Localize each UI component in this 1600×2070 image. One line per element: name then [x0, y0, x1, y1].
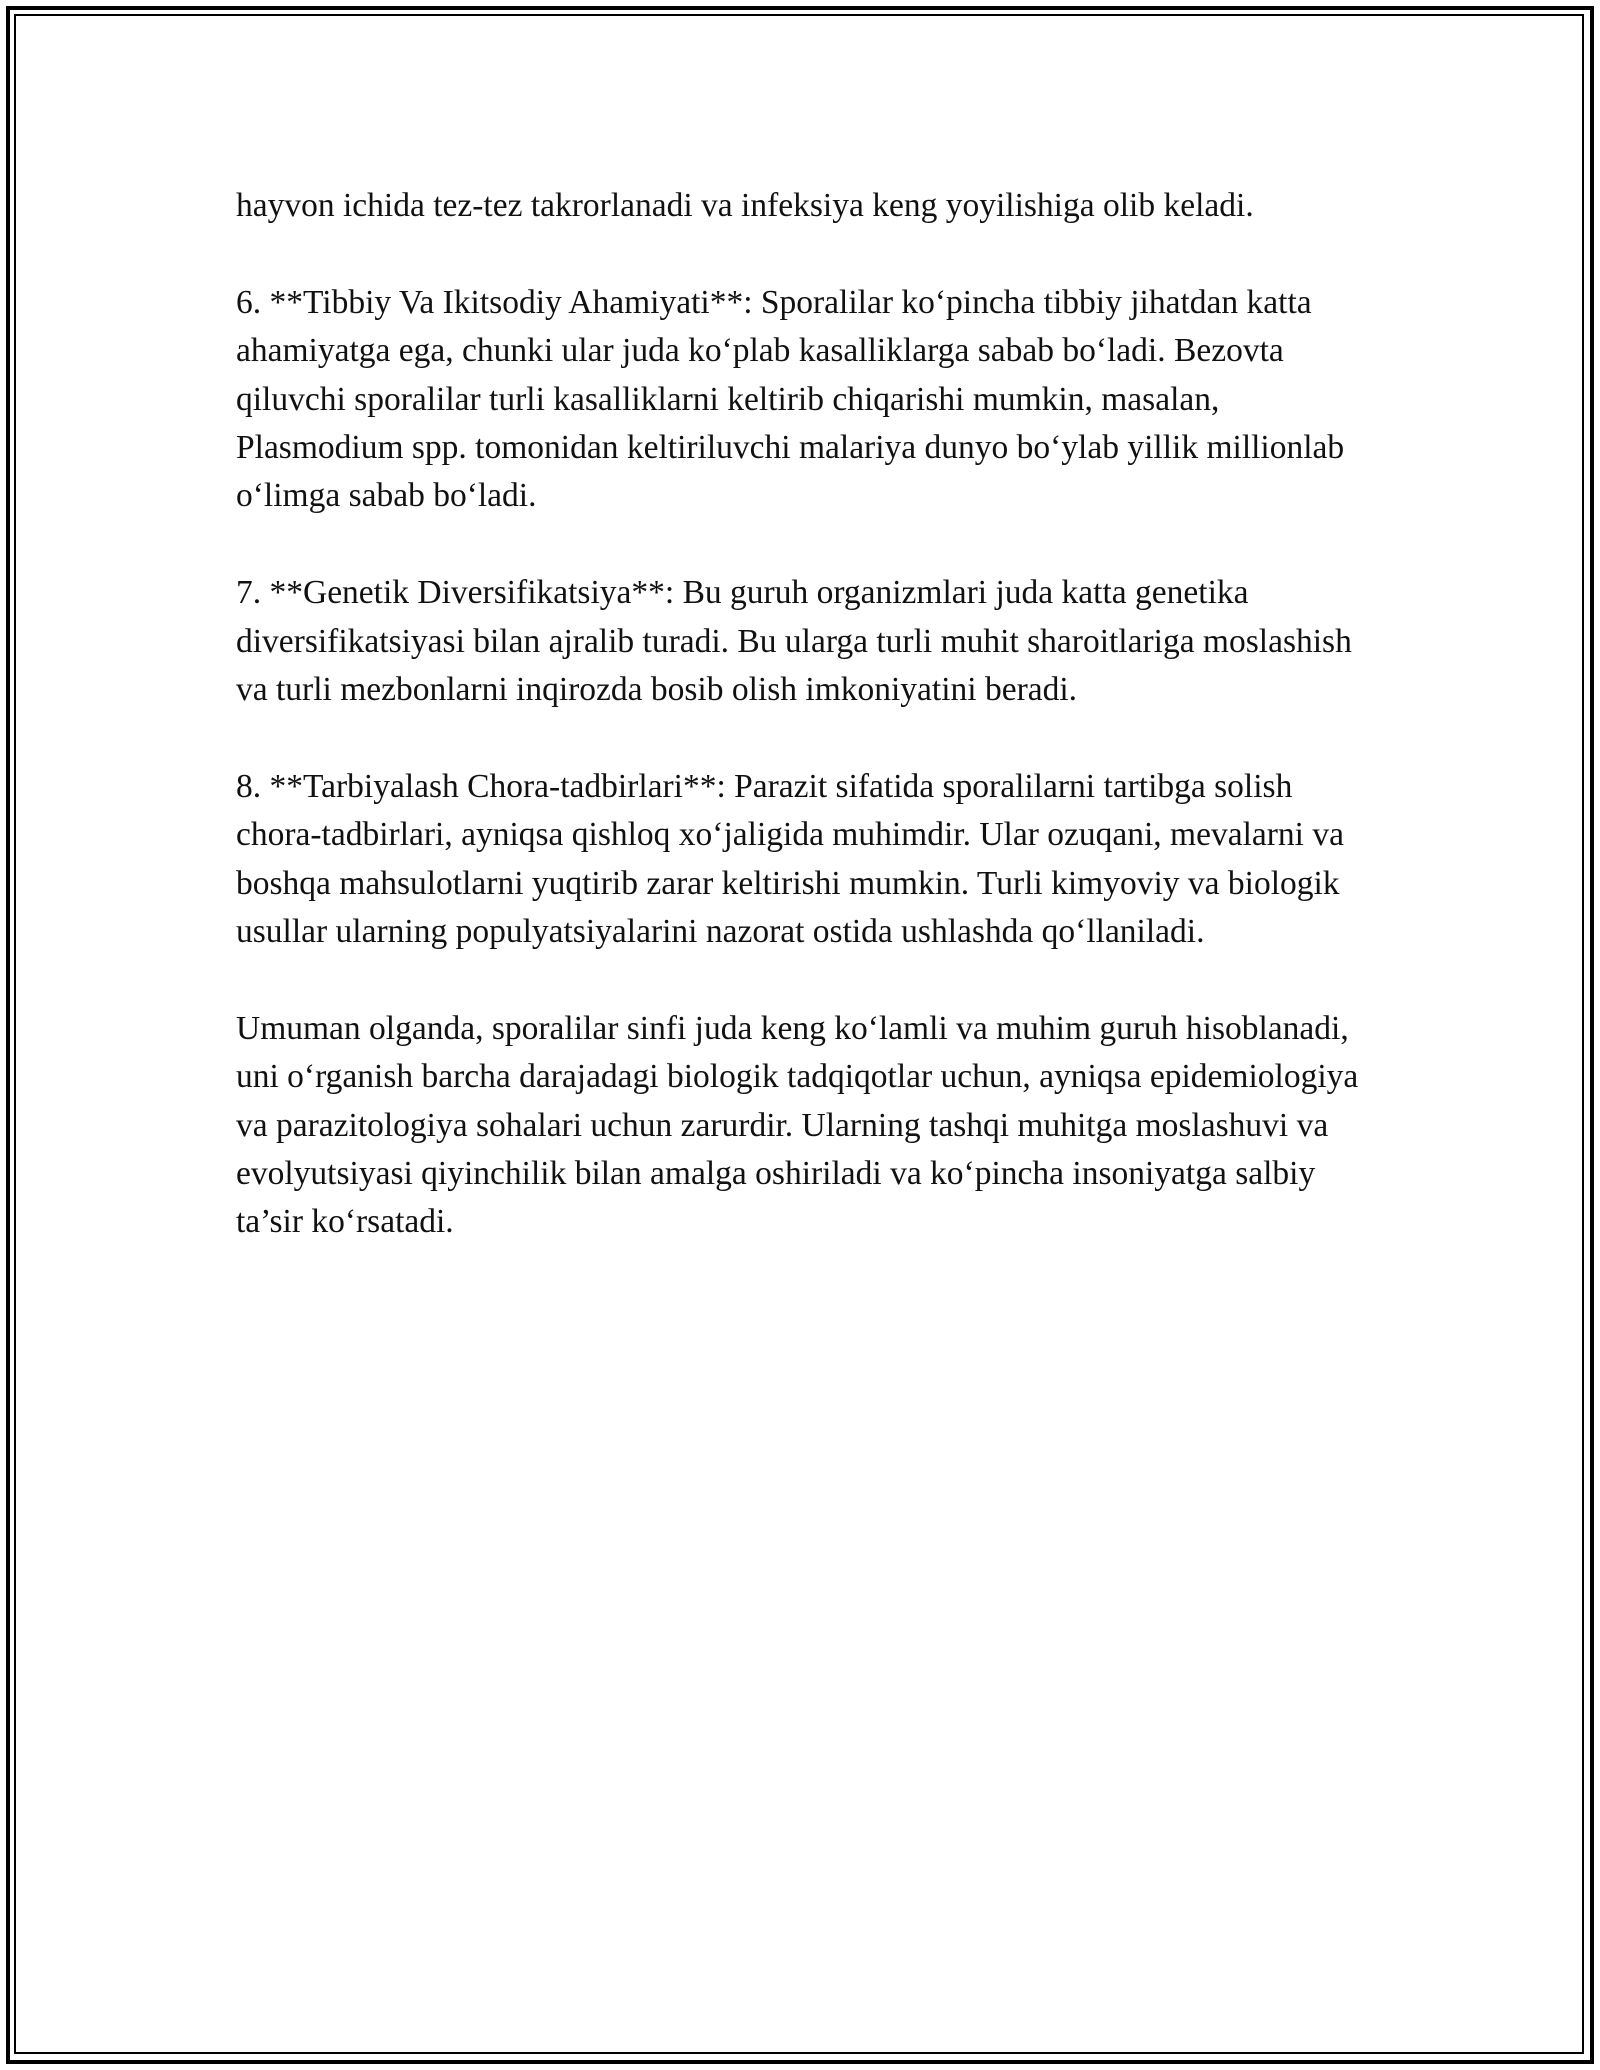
document-body	[236, 182, 1366, 1295]
paragraph-conclusion: Umuman olganda, sporalilar sinfi juda keng ko‘lamli va muhim guruh hisoblanadi, uni o‘rganish barcha darajadagi biologik tadqiqotlar uchun, ayniqsa epidemiologiya va parazitologiya sohalari uchun zarurdir. Ularning tashqi muhitga moslashuvi va evolyutsiyasi qiyinchilik bilan amalga oshiriladi va ko‘pincha insoniyatga salbiy ta’sir ko‘rsatadi.	[236, 1009, 1359, 1241]
paragraph-item-7: 7. **Genetik Diversifikatsiya**: Bu guruh organizmlari juda katta genetika diversifikatsiyasi bilan ajralib turadi. Bu ularga turli muhit sharoitlariga moslashish va turli mezbonlarni inqirozda bosib olish imkoniyatini beradi.	[236, 574, 1352, 709]
paragraph-item-8: 8. **Tarbiyalash Chora-tadbirlari**: Parazit sifatida sporalilarni tartibga solish chora-tadbirlari, ayniqsa qishloq xo‘jaligida muhimdir. Ular ozuqani, mevalarni va boshqa mahsulotlarni yuqtirib zarar keltirishi mumkin. Turli kimyoviy va biologik usullar ularning populyatsiyalarini nazorat ostida ushlashda qo‘llaniladi.	[236, 767, 1344, 951]
paragraph-item-6: 6. **Tibbiy Va Ikitsodiy Ahamiyati**: Sporalilar ko‘pincha tibbiy jihatdan katta ahamiyatga ega, chunki ular juda ko‘plab kasalliklarga sabab bo‘ladi. Bezovta qiluvchi sporalilar turli kasalliklarni keltirib chiqarishi mumkin, masalan, Plasmodium spp. tomonidan keltiriluvchi malariya dunyo bo‘ylab yillik millionlab o‘limga sabab bo‘ladi.	[236, 283, 1345, 515]
paragraph-continuation: hayvon ichida tez-tez takrorlanadi va infeksiya keng yoyilishiga olib keladi.	[236, 187, 1254, 224]
